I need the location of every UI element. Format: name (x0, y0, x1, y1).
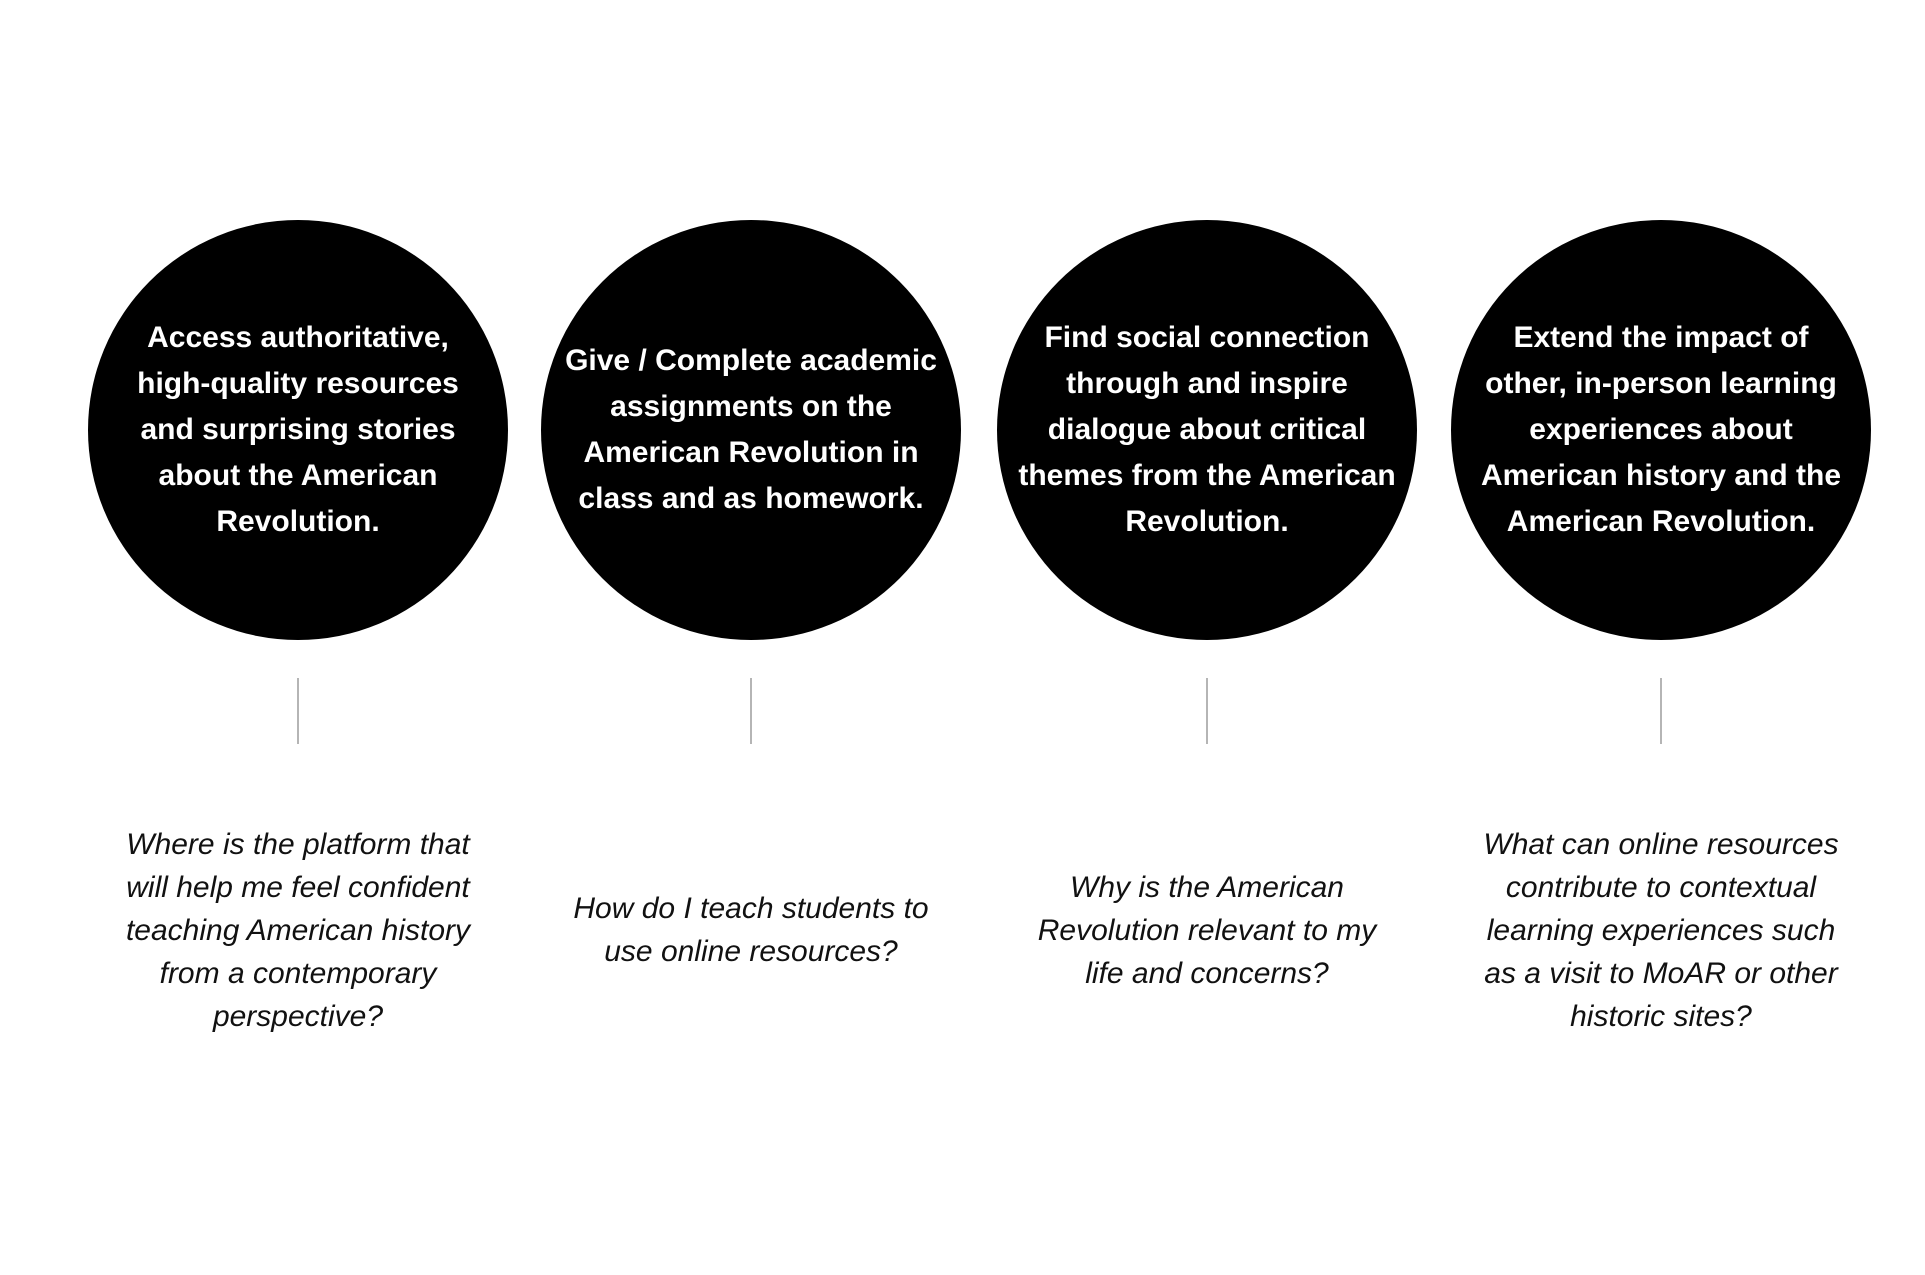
goal-circle-4 (1451, 220, 1871, 640)
question-block-2 (571, 790, 931, 1070)
connector-line-1 (297, 678, 299, 744)
column-3 (987, 0, 1427, 1275)
question-text-4: What can online resources contribute to contextual learning experiences such as a visit to MoAR or other historic sites? (1483, 827, 1839, 1033)
column-2 (531, 0, 971, 1275)
column-1 (78, 0, 518, 1275)
question-text-1: Where is the platform that will help me feel confident teaching American history from a contemporary perspective? (125, 827, 471, 1033)
column-4 (1441, 0, 1881, 1275)
connector-line-3 (1206, 678, 1208, 744)
goal-text-3: Find social connection through and inspire dialogue about critical themes from the American Revolution. (1018, 321, 1396, 538)
question-block-1 (118, 790, 478, 1070)
connector-line-4 (1660, 678, 1662, 744)
goal-text-4: Extend the impact of other, in-person learning experiences about American history and the American Revolution. (1480, 321, 1842, 538)
goal-text-1: Access authoritative, high-quality resources and surprising stories about the American Revolution. (137, 321, 459, 538)
goal-circle-3 (997, 220, 1417, 640)
question-block-3 (1027, 790, 1387, 1070)
question-text-3: Why is the American Revolution relevant to my life and concerns? (1037, 870, 1377, 990)
goal-circle-1 (88, 220, 508, 640)
goal-circle-2 (541, 220, 961, 640)
question-text-2: How do I teach students to use online resources? (573, 892, 929, 968)
question-block-4 (1481, 790, 1841, 1070)
connector-line-2 (750, 678, 752, 744)
goal-text-2: Give / Complete academic assignments on the American Revolution in class and as homework. (565, 344, 937, 515)
